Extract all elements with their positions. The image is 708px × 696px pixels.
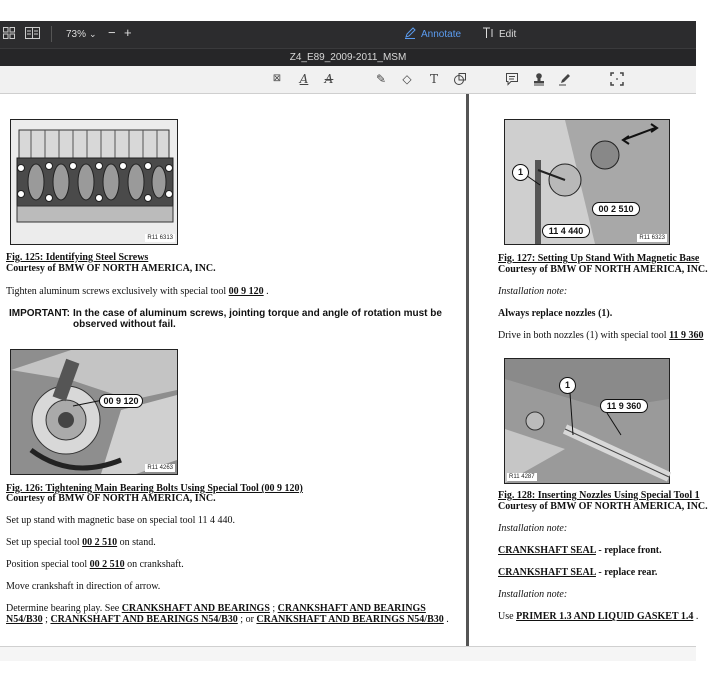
fig128-credit: Courtesy of BMW OF NORTH AMERICA, INC.	[498, 501, 708, 512]
fig127-callout-114440: 11 4 440	[542, 224, 590, 238]
crankshaft-seal-front-link[interactable]: CRANKSHAFT SEAL	[498, 545, 596, 556]
bearing-bolt-drawing	[11, 350, 177, 474]
pencil-icon[interactable]: ✎	[375, 72, 387, 86]
end-dot: .	[443, 614, 449, 625]
determine-paragraph-line1	[6, 603, 426, 614]
engine-block-drawing	[11, 120, 177, 244]
edit-button[interactable]: Edit	[499, 29, 517, 40]
fig125-caption: Fig. 125: Identifying Steel Screws	[6, 252, 149, 263]
installation-note-1: Installation note:	[498, 286, 568, 297]
fig127-callout-002510: 00 2 510	[592, 202, 640, 216]
tighten-paragraph	[6, 286, 269, 297]
fig127-ref: R11 6323	[639, 235, 665, 241]
comment-icon[interactable]	[505, 72, 519, 86]
annotation-toolbar	[0, 66, 696, 94]
tighten-text: Tighten aluminum screws exclusively with special tool	[6, 286, 229, 297]
window-footer	[0, 661, 696, 696]
tool-link-002510-a[interactable]: 00 2 510	[82, 537, 118, 548]
separator-2: ;	[42, 614, 51, 625]
important-line1: In the case of aluminum screws, jointing torque and angle of rotation must be	[73, 308, 442, 319]
zoom-in-icon[interactable]: +	[124, 25, 132, 40]
always-replace-text: Always replace nozzles (1).	[498, 308, 613, 319]
document-pages[interactable]	[0, 94, 708, 646]
determine-pre: Determine bearing play. See	[6, 603, 122, 614]
crankshaft-bearings-link-2b[interactable]: N54/B30	[6, 614, 43, 625]
eraser-icon[interactable]: ◇	[402, 72, 412, 86]
stamp-icon[interactable]	[532, 72, 546, 86]
primer-gasket-link[interactable]: PRIMER 1.3 AND LIQUID GASKET 1.4	[516, 611, 694, 622]
use-paragraph	[498, 611, 698, 622]
horizontal-scrollbar[interactable]	[0, 646, 696, 661]
thumbnail-grid-icon[interactable]	[3, 27, 15, 44]
setup-stand-paragraph: Set up stand with magnetic base on special tool 11 4 440.	[6, 515, 236, 526]
fig127-caption: Fig. 127: Setting Up Stand With Magnetic Base	[498, 253, 700, 264]
seal-rear-text: - replace rear.	[595, 567, 658, 578]
move-paragraph: Move crankshaft in direction of arrow.	[6, 581, 161, 592]
fig128-caption: Fig. 128: Inserting Nozzles Using Special Tool 1	[498, 490, 700, 501]
important-line2: observed without fail.	[73, 319, 176, 330]
annotate-button[interactable]: Annotate	[421, 29, 462, 40]
text-tool-icon[interactable]: T	[429, 72, 438, 86]
nozzle-drawing	[505, 359, 669, 483]
setup-tool-pre: Set up special tool	[6, 537, 83, 548]
text-style-icon[interactable]: A	[299, 72, 309, 86]
fig128-circle-1: 1	[559, 377, 576, 394]
crankshaft-bearings-link-2a[interactable]: CRANKSHAFT AND BEARINGS	[277, 603, 426, 614]
fig127-stand-image	[504, 119, 670, 245]
crankshaft-bearings-link-3[interactable]: CRANKSHAFT AND BEARINGS N54/B30	[50, 614, 238, 625]
tool-link-119360[interactable]: 11 9 360	[669, 330, 704, 341]
text-recognition-icon[interactable]: ⊠	[272, 73, 282, 84]
fig128-callout-119360: 11 9 360	[600, 399, 648, 413]
setup-tool-post: on stand.	[117, 537, 156, 548]
signature-icon[interactable]	[558, 72, 572, 86]
fig125-engine-block-image	[10, 119, 178, 245]
toolbar-separator	[51, 26, 52, 42]
installation-note-2: Installation note:	[498, 523, 568, 534]
top-toolbar	[0, 21, 696, 48]
determine-paragraph-line2	[6, 614, 449, 625]
position-paragraph	[6, 559, 184, 570]
strikethrough-icon[interactable]: A	[324, 72, 334, 86]
fig126-caption: Fig. 126: Tightening Main Bearing Bolts Using Special Tool (00 9 120)	[6, 483, 303, 494]
selection-frame-icon[interactable]	[610, 72, 624, 86]
seal-front-paragraph	[498, 545, 662, 556]
shape-tool-icon[interactable]	[453, 72, 467, 86]
crankshaft-bearings-link-1[interactable]: CRANKSHAFT AND BEARINGS	[121, 603, 270, 614]
right-page	[469, 94, 708, 646]
crankshaft-bearings-link-4[interactable]: CRANKSHAFT AND BEARINGS N54/B30	[256, 614, 444, 625]
fig126-ref: R11 4263	[147, 465, 173, 471]
fig127-credit: Courtesy of BMW OF NORTH AMERICA, INC.	[498, 264, 708, 275]
crankshaft-seal-rear-link[interactable]: CRANKSHAFT SEAL	[498, 567, 596, 578]
text-cursor-icon[interactable]	[482, 27, 494, 44]
drive-pre: Drive in both nozzles (1) with special tool	[498, 330, 670, 341]
fig126-tool-photo	[10, 349, 178, 475]
tool-link-002510-b[interactable]: 00 2 510	[89, 559, 125, 570]
seal-front-text: - replace front.	[595, 545, 662, 556]
setup-tool-paragraph	[6, 537, 156, 548]
fig126-callout: 00 9 120	[99, 394, 143, 408]
position-post: on crankshaft.	[124, 559, 184, 570]
fig127-circle-1: 1	[512, 164, 529, 181]
fig128-nozzle-image	[504, 358, 670, 484]
left-page	[0, 94, 466, 646]
position-pre: Position special tool	[6, 559, 90, 570]
fig125-ref: R11 6313	[147, 235, 173, 241]
fig125-credit: Courtesy of BMW OF NORTH AMERICA, INC.	[6, 263, 216, 274]
separator-1: ;	[269, 603, 278, 614]
fig128-ref: R11 4287	[509, 474, 535, 480]
chevron-down-icon[interactable]: ⌄	[89, 29, 97, 39]
separator-3: ; or	[237, 614, 257, 625]
document-title: Z4_E89_2009-2011_MSM	[0, 48, 696, 67]
annotate-pen-icon[interactable]	[404, 27, 416, 44]
drive-paragraph	[498, 330, 704, 341]
use-pre: Use	[498, 611, 517, 622]
tighten-end: .	[263, 286, 269, 297]
tool-link-009120[interactable]: 00 9 120	[228, 286, 264, 297]
zoom-level[interactable]: 73%	[66, 29, 87, 40]
installation-note-3: Installation note:	[498, 589, 568, 600]
zoom-out-icon[interactable]: −	[108, 25, 116, 40]
two-page-view-icon[interactable]	[25, 27, 40, 44]
fig126-credit: Courtesy of BMW OF NORTH AMERICA, INC.	[6, 493, 216, 504]
use-post: .	[693, 611, 699, 622]
seal-rear-paragraph	[498, 567, 657, 578]
important-label: IMPORTANT:	[9, 308, 70, 319]
